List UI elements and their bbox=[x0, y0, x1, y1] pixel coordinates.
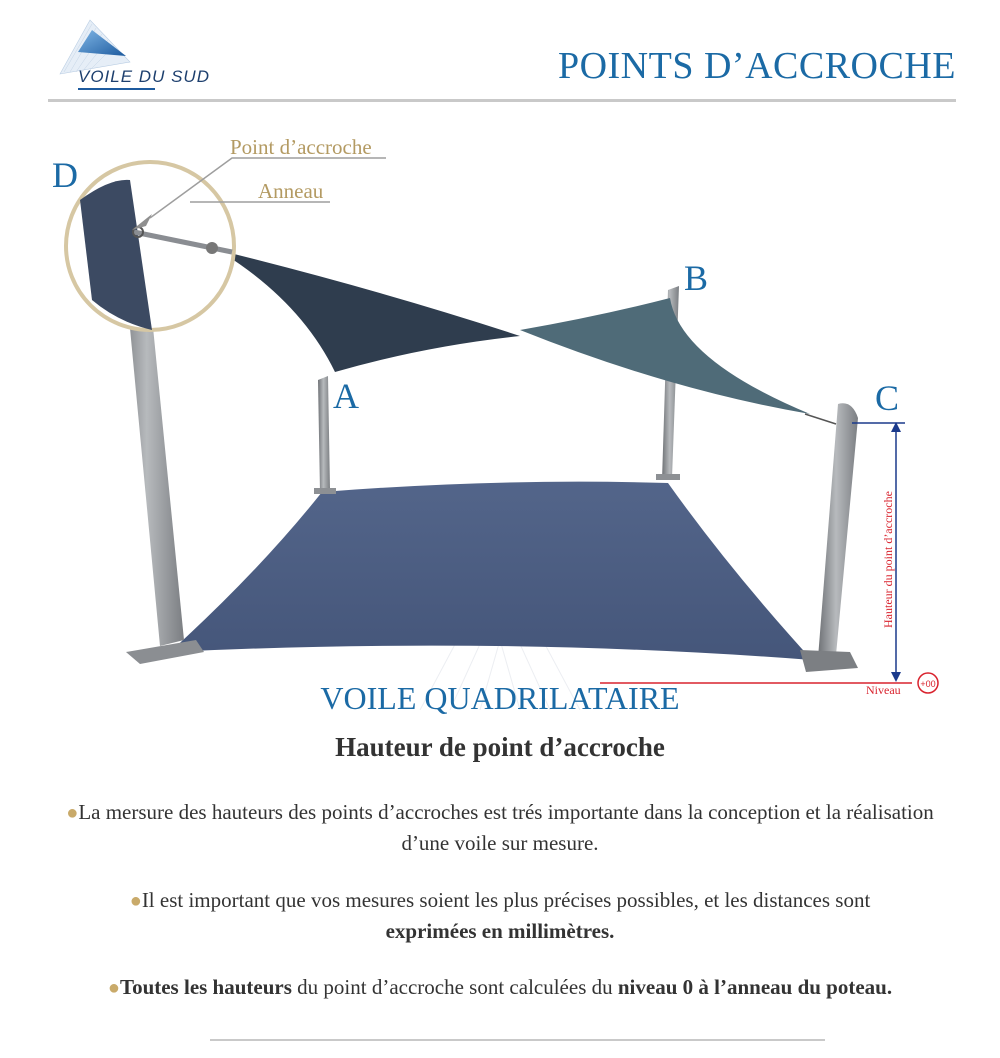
page-title: POINTS D’ACCROCHE bbox=[557, 45, 956, 87]
label-point-accroche: Point d’accroche bbox=[230, 135, 372, 159]
paragraph-2-emphasis: exprimées en millimètres. bbox=[385, 919, 615, 943]
footer-divider bbox=[210, 1039, 825, 1041]
section-subtitle: Hauteur de point d’accroche bbox=[335, 732, 665, 762]
label-niveau: Niveau bbox=[866, 683, 901, 697]
label-hauteur: Hauteur du point d’accroche bbox=[881, 491, 895, 628]
shade-sail-illustration bbox=[0, 110, 1000, 710]
detail-magnifier bbox=[66, 162, 234, 330]
paragraph-3-text: du point d’accroche sont calculées du bbox=[291, 975, 618, 999]
quadrilateral-sail bbox=[170, 482, 812, 660]
paragraph-1-text: La mersure des hauteurs des points d’accroches est trés importante dans la conception et la réalisation d’une voile sur mesure. bbox=[78, 800, 934, 855]
label-anneau: Anneau bbox=[258, 179, 324, 203]
upper-sail-dark bbox=[218, 250, 520, 372]
logo-sail-mark bbox=[60, 20, 130, 74]
voile-du-sud-logo bbox=[50, 12, 280, 94]
paragraph-heights bbox=[40, 972, 960, 1003]
corner-label-d: D bbox=[52, 155, 78, 195]
corner-label-c: C bbox=[875, 378, 900, 418]
corner-label-b: B bbox=[684, 258, 709, 298]
paragraph-2-text: Il est important que vos mesures soient les plus précises possibles, et les distances sont bbox=[141, 888, 871, 912]
corner-label-a: A bbox=[333, 376, 359, 416]
post-c bbox=[800, 403, 858, 672]
zero-level-label: +00 bbox=[920, 679, 936, 689]
section-title: VOILE QUADRILATAIRE bbox=[320, 680, 680, 716]
paragraph-measurement-importance bbox=[40, 797, 960, 858]
logo-wordmark: VOILE DU SUD bbox=[78, 67, 210, 86]
paragraph-3-emphasis: niveau 0 à l’anneau du poteau. bbox=[617, 975, 893, 999]
paragraph-precision bbox=[40, 885, 960, 946]
bullet-icon: ● bbox=[107, 977, 120, 999]
bullet-icon: ● bbox=[66, 802, 79, 824]
header-divider bbox=[48, 99, 956, 102]
paragraph-3-lead: Toutes les hauteurs bbox=[119, 975, 292, 999]
bullet-icon: ● bbox=[129, 890, 142, 912]
